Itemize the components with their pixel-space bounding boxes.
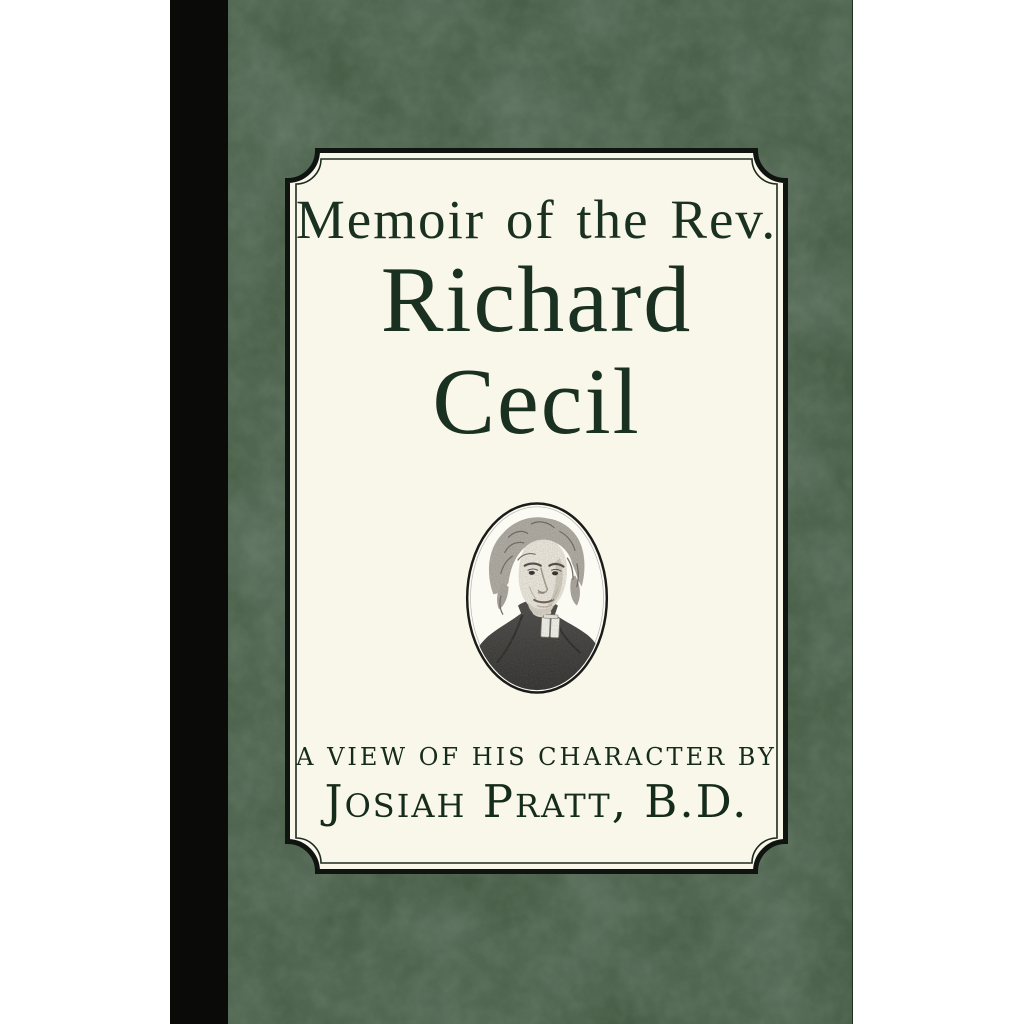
- book-title-line1: Memoir of the Rev.: [295, 189, 778, 250]
- front-cover: [228, 0, 853, 1024]
- author-name: Josiah Pratt, B.D.: [324, 774, 749, 828]
- portrait-richard-cecil: [461, 499, 613, 697]
- book-title-line2: Richard: [380, 248, 693, 352]
- book-cover: [170, 0, 853, 1024]
- book-title-line3: Cecil: [432, 350, 641, 454]
- panel-content: [285, 148, 788, 874]
- title-panel: [285, 148, 788, 874]
- book-spine: [170, 0, 228, 1024]
- subtitle: A VIEW OF HIS CHARACTER BY: [296, 743, 777, 771]
